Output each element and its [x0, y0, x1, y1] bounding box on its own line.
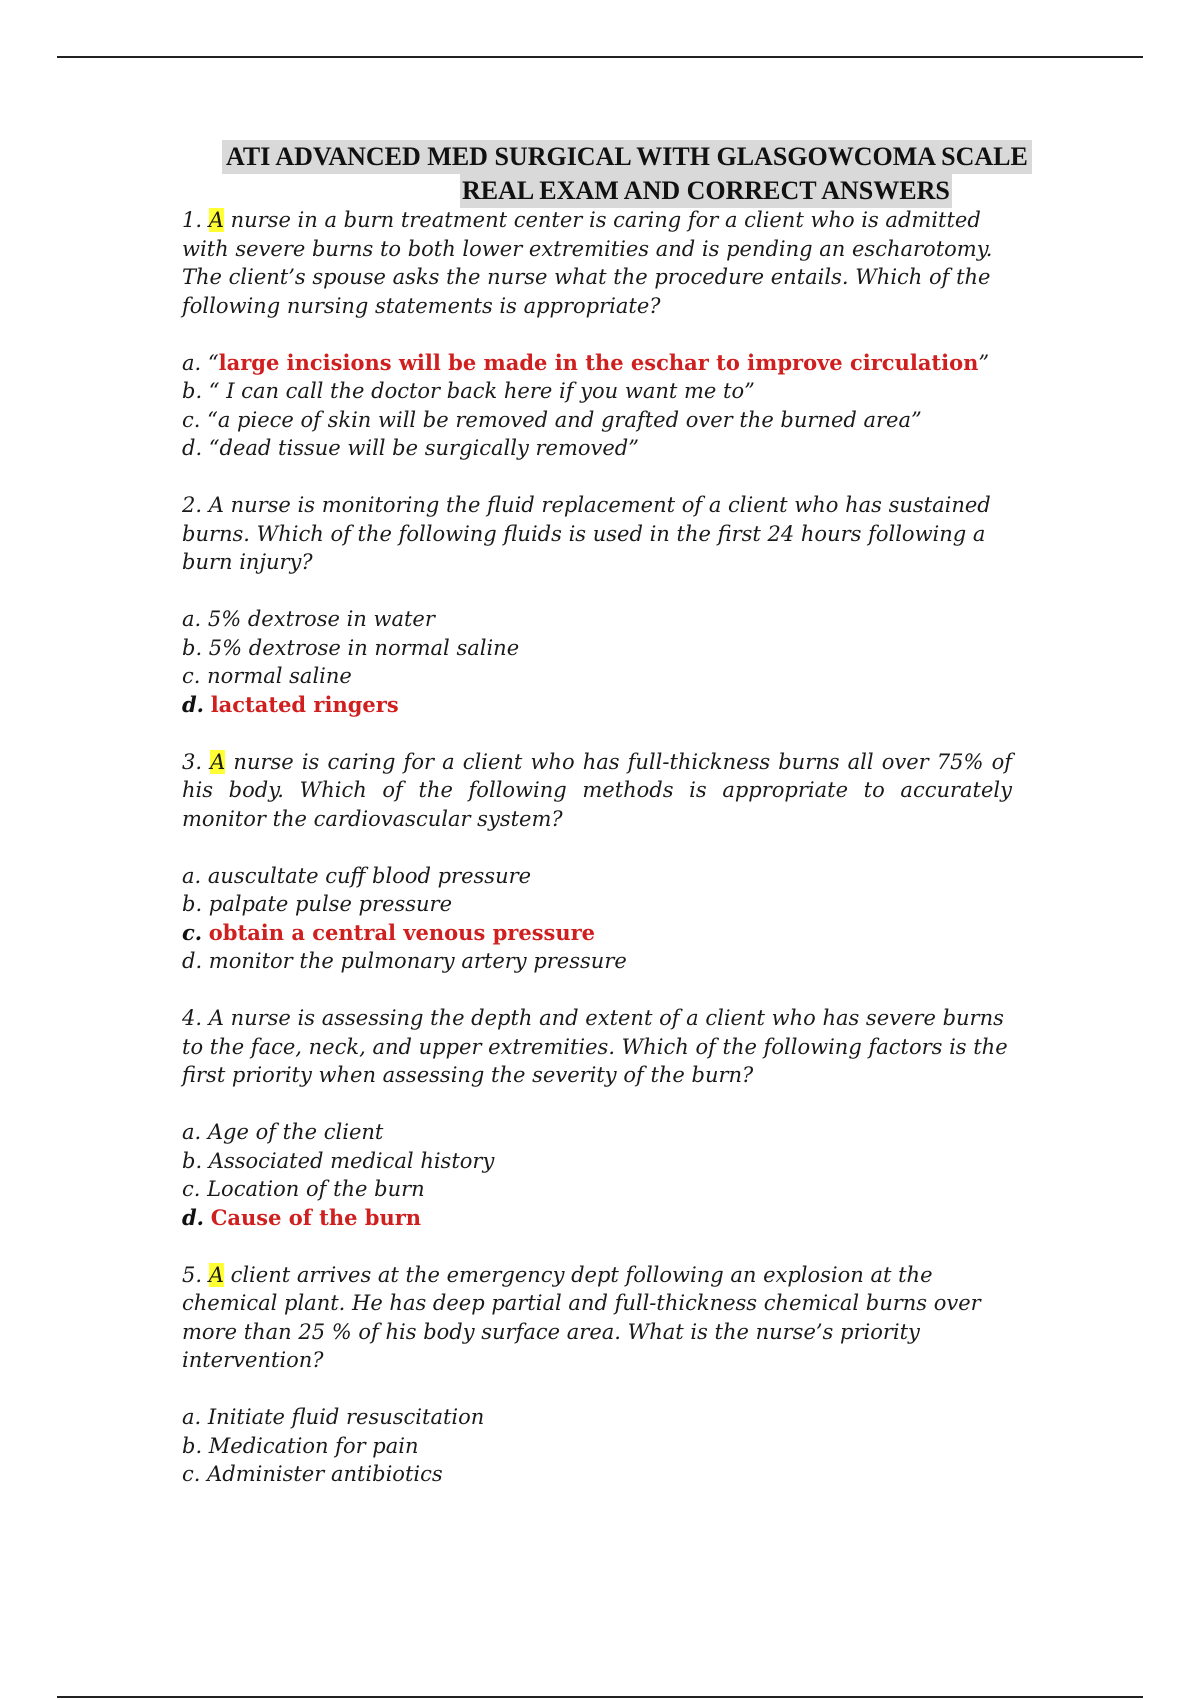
option-4c [182, 1175, 1012, 1204]
option-text: 5% dextrose in water [201, 607, 435, 631]
option-text: palpate pulse pressure [202, 892, 453, 916]
correct-answer: large incisions will be made in the eschar to improve circulation [218, 349, 979, 375]
question-number: 1. [182, 208, 203, 232]
option-letter: d. [182, 436, 203, 460]
question-4 [182, 1004, 1012, 1090]
option-4a [182, 1118, 1012, 1147]
question-text: A nurse is assessing the depth and extent of a client who has severe burns to the face, neck, and upper extremities. Which of the following factors is the first priority when assessing the severity of the burn? [182, 1006, 1008, 1087]
option-letter: b. [182, 379, 203, 403]
header-rule [57, 56, 1143, 58]
question-number: 2. [182, 493, 203, 517]
option-3b [182, 890, 1012, 919]
title-line-1: ATI ADVANCED MED SURGICAL WITH GLASGOWCOMA SCALE [222, 140, 1032, 174]
option-text: Associated medical history [202, 1148, 495, 1173]
option-letter: a. [182, 1120, 202, 1144]
option-2c [182, 662, 1012, 691]
question-text: client arrives at the emergency dept following an explosion at the chemical plant. He has deep partial and full-thickness chemical burns over more than 25 % of his body surface area. What is the nurse’s priority intervention? [182, 1262, 981, 1372]
option-letter: a. [182, 350, 202, 375]
option-text: Administer antibiotics [200, 1462, 443, 1486]
option-5c [182, 1460, 1012, 1489]
footer-rule [57, 1696, 1143, 1698]
option-3a [182, 862, 1012, 891]
option-text: Initiate fluid resuscitation [201, 1405, 485, 1429]
option-3c [182, 919, 1012, 948]
option-1d [182, 434, 1012, 463]
highlighted-word: A [210, 749, 226, 774]
correct-answer: obtain a central venous pressure [208, 919, 596, 945]
question-number: 4. [182, 1006, 203, 1030]
option-letter: c. [182, 1462, 201, 1486]
option-letter: c. [182, 919, 203, 945]
option-5b [182, 1432, 1012, 1461]
option-2b [182, 634, 1012, 663]
option-text: Age of the client [201, 1120, 384, 1144]
option-text: 5% dextrose in normal saline [202, 635, 520, 660]
question-list [182, 206, 1012, 1489]
correct-answer: lactated ringers [210, 691, 399, 717]
option-2d [182, 691, 1012, 720]
option-1b [182, 377, 1012, 406]
option-letter: c. [182, 1177, 201, 1201]
option-letter: d. [182, 691, 204, 717]
option-text: “a piece of skin will be removed and grafted over the burned area” [200, 407, 922, 432]
question-text: nurse in a burn treatment center is caring for a client who is admitted with severe burns to both lower extremities and is pending an escharotomy. The client’s spouse asks the nurse what the procedure entails. Which of the following nursing statements is appropriate? [182, 208, 993, 318]
option-3d [182, 947, 1012, 976]
option-letter: b. [182, 635, 203, 660]
highlighted-word: A [208, 1262, 224, 1287]
question-2 [182, 491, 1012, 577]
option-letter: a. [182, 863, 202, 888]
option-4d [182, 1204, 1012, 1233]
question-number: 5. [182, 1262, 203, 1287]
option-letter: b. [182, 1433, 203, 1458]
question-5 [182, 1261, 1012, 1375]
option-letter: b. [182, 892, 203, 916]
option-text: monitor the pulmonary artery pressure [202, 949, 627, 973]
question-1 [182, 206, 1012, 320]
option-2a [182, 605, 1012, 634]
option-letter: c. [182, 407, 201, 432]
option-4b [182, 1147, 1012, 1176]
option-1a: a. “large incisions will be made in the eschar to improve circulation” [182, 349, 990, 375]
question-text: A nurse is monitoring the fluid replacement of a client who has sustained burns. Which of the following fluids is used in the first 24 hours following a burn injury? [182, 493, 991, 574]
option-text: “ I can call the doctor back here if you want me to” [202, 379, 755, 403]
option-text: Medication for pain [202, 1433, 419, 1458]
title-line-2: REAL EXAM AND CORRECT ANSWERS [460, 174, 952, 208]
option-5a [182, 1403, 1012, 1432]
highlighted-word: A [208, 208, 224, 232]
question-number: 3. [182, 749, 203, 774]
question-3 [182, 748, 1012, 834]
option-text: auscultate cuff blood pressure [201, 863, 532, 888]
correct-answer: Cause of the burn [210, 1204, 422, 1230]
option-letter: a. [182, 1405, 202, 1429]
option-text: normal saline [200, 664, 352, 688]
option-text: Location of the burn [200, 1177, 425, 1201]
option-letter: b. [182, 1148, 203, 1173]
option-letter: d. [182, 949, 203, 973]
option-letter: d. [182, 1204, 204, 1230]
option-letter: a. [182, 607, 202, 631]
question-text: nurse is caring for a client who has full-thickness burns all over 75% of his body. Which of the following methods is appropriate to accurately monitor the cardiovascular system? [182, 749, 1012, 831]
option-text: “dead tissue will be surgically removed” [202, 436, 639, 460]
option-1c [182, 406, 1012, 435]
option-letter: c. [182, 664, 201, 688]
